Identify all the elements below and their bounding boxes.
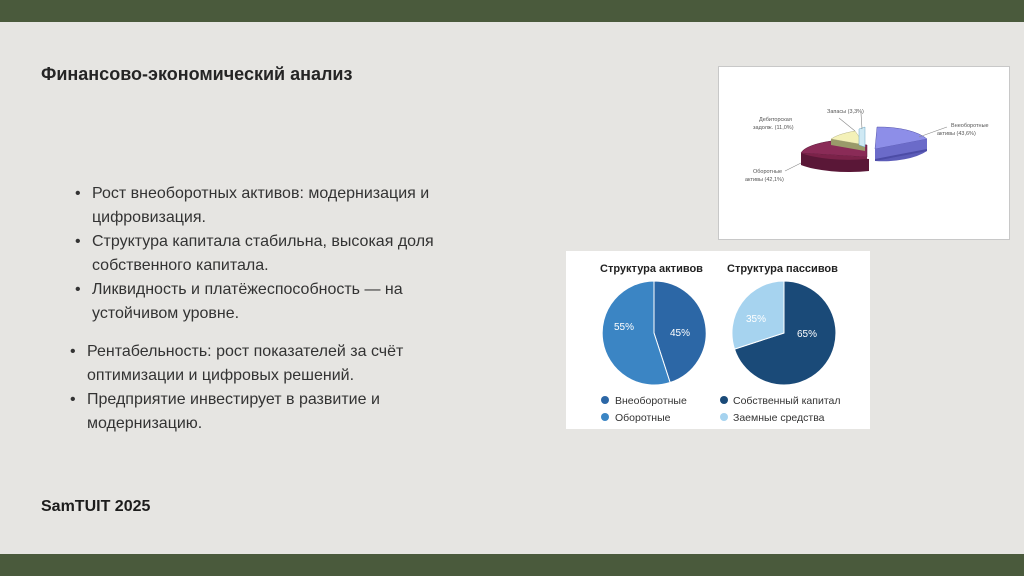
value-label-oborotnye: 55% (614, 322, 635, 333)
label-3d-debitorskaya-2: задолж. (11,0%) (753, 125, 794, 131)
bullet-item: • Предприятие инвестирует в развитие и модернизацию. (70, 388, 470, 436)
top-band (0, 0, 1024, 22)
footer-brand: SamTUIT 2025 (41, 498, 151, 515)
bullet-item: • Структура капитала стабильна, высокая доля собственного капитала. (75, 230, 475, 278)
label-3d-oborotnye-2: активы (42,1%) (745, 177, 784, 183)
bullet-item: • Рост внеоборотных активов: модернизация и цифровизация. (75, 182, 475, 230)
label-3d-zapasy: Запасы (3,3%) (827, 109, 864, 115)
legend-label-zaemnye: Заемные средства (733, 412, 825, 424)
leader-line (839, 118, 855, 131)
pie-title-assets: Структура активов (600, 263, 703, 275)
legend-marker-zaemnye (720, 413, 728, 421)
legend-marker-oborotnye (601, 413, 609, 421)
legend-label-sobstvenny: Собственный капитал (733, 395, 841, 407)
label-3d-debitorskaya-1: Дебиторская (759, 117, 792, 123)
bullet-item: • Рентабельность: рост показателей за счёт оптимизации и цифровых решений. (70, 340, 470, 388)
bottom-band (0, 554, 1024, 576)
legend-label-vneoborotnye: Внеоборотные (615, 395, 687, 407)
bullet-item: • Ликвидность и платёжеспособность — на устойчивом уровне. (75, 278, 475, 326)
label-3d-vneoborotnye-1: Внеоборотные (951, 123, 989, 129)
bullet-list-1 (75, 182, 475, 326)
value-label-zaemnye: 35% (746, 314, 767, 325)
legend-marker-sobstvenny (720, 396, 728, 404)
pie-liabilities (732, 281, 836, 385)
label-3d-vneoborotnye-2: активы (43,6%) (937, 131, 976, 137)
legend-marker-vneoborotnye (601, 396, 609, 404)
asset-structure-3d-chart (718, 66, 1010, 240)
pie-assets (602, 281, 706, 385)
pies-svg (566, 251, 870, 429)
pie-title-liabilities: Структура пассивов (727, 263, 838, 275)
value-label-sobstvenny: 65% (797, 329, 818, 340)
slide-title: Финансово-экономический анализ (41, 64, 353, 84)
bullet-list-2 (70, 340, 470, 436)
value-label-vneoborotnye: 45% (670, 328, 691, 339)
legend-label-oborotnye: Оборотные (615, 412, 671, 424)
pie-3d-svg (719, 67, 1009, 239)
leader-line (785, 163, 801, 171)
slice-3d-zapasy (859, 127, 865, 147)
label-3d-oborotnye-1: Оборотные (753, 169, 783, 175)
assets-liabilities-pies (566, 251, 870, 429)
leader-line (861, 113, 862, 129)
